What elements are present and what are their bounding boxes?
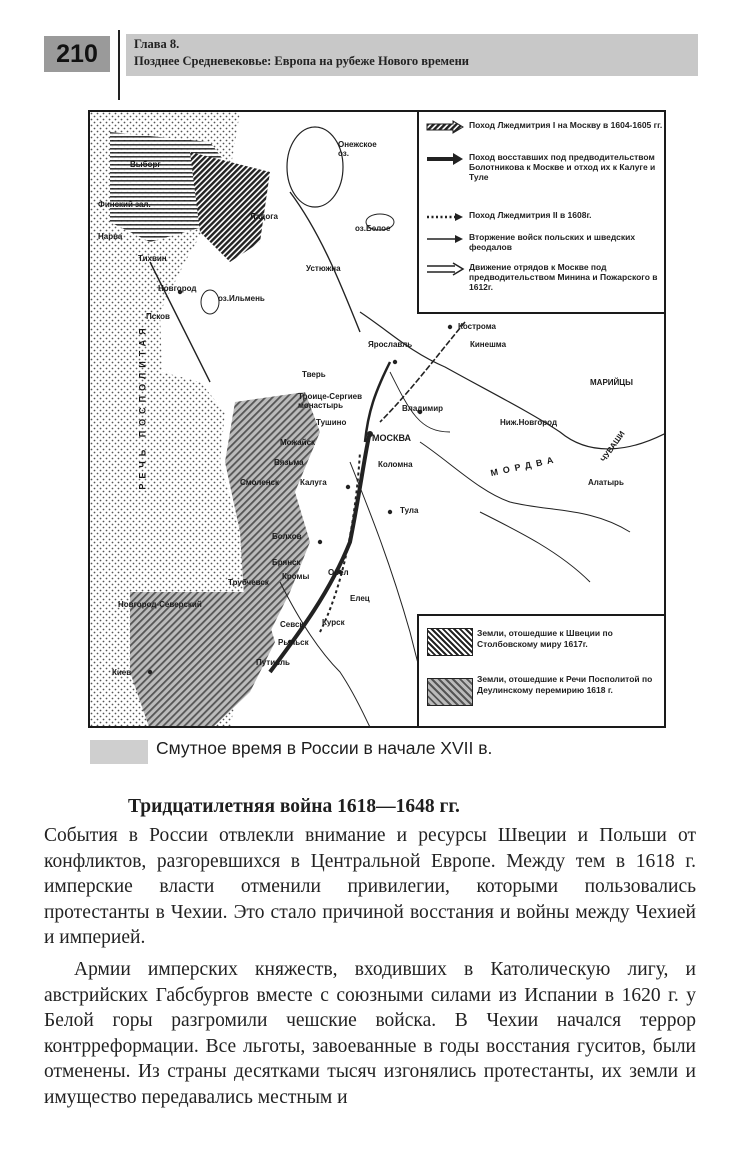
map-label: оз.Белое bbox=[355, 224, 391, 233]
chapter-label: Глава 8. bbox=[134, 37, 180, 51]
map-label: Смоленск bbox=[240, 478, 279, 487]
hatched-arrow-icon bbox=[425, 120, 465, 134]
header-divider bbox=[118, 30, 120, 100]
map-label: Калуга bbox=[300, 478, 327, 487]
map-label: МОРДВА bbox=[489, 453, 560, 479]
map-label: Алатырь bbox=[588, 478, 624, 487]
map-legend: Поход Лжедмитрия I на Москву в 1604-1605 гг. Поход восставших под предводительством Болотникова к Москве и отход их к Калуге и Туле Поход Лжедмитрия II в 1608г. Вторжение войск польских и шведских феодалов Движение отрядов к Москве под предводительством Минина и Пожарского в 1612г. bbox=[417, 112, 666, 314]
map-label: Выборг bbox=[130, 160, 161, 169]
paragraph: События в России отвлекли внимание и ресурсы Швеции и Польши от конфликтов, разгоревшихся в Центральной Европе. Между тем в 1618 г. имперские власти отменили привилегии, которыми пользовались протестанты в Чехии. Это стало причиной восстания и войны между Чехией и империей. bbox=[44, 825, 696, 948]
map-label: Кромы bbox=[282, 572, 310, 581]
map-label: Трубчевск bbox=[228, 578, 269, 587]
double-arrow-icon bbox=[425, 262, 465, 276]
map-label: Тула bbox=[400, 506, 419, 515]
map-label: Рыльск bbox=[278, 638, 309, 647]
historical-map bbox=[88, 110, 666, 728]
map-label: Киев bbox=[112, 668, 132, 677]
map-label: Ярославль bbox=[368, 340, 413, 349]
map-label: Кинешма bbox=[470, 340, 507, 349]
map-label: оз.Ильмень bbox=[218, 294, 265, 303]
chapter-subtitle: Позднее Средневековье: Европа на рубеже Нового времени bbox=[134, 54, 469, 68]
map-label: Можайск bbox=[280, 438, 316, 447]
map-label: Устюжна bbox=[306, 264, 341, 273]
map-label: МАРИЙЦЫ bbox=[590, 378, 633, 387]
page-number: 210 bbox=[44, 36, 110, 72]
map-label: Финский зал. bbox=[98, 200, 151, 209]
caption-marker bbox=[90, 740, 148, 764]
map-label: Тверь bbox=[302, 370, 326, 379]
map-label: Брянск bbox=[272, 558, 301, 567]
map-label: Вязьма bbox=[274, 458, 304, 467]
thin-arrow-icon bbox=[425, 232, 465, 246]
map-label: Путивль bbox=[256, 658, 290, 667]
map-label: МОСКВА bbox=[372, 433, 412, 443]
map-label: Владимир bbox=[402, 404, 444, 413]
solid-arrow-icon bbox=[425, 152, 465, 166]
map-label: Ладога bbox=[250, 212, 279, 221]
map-label: Курск bbox=[322, 618, 345, 627]
map-label: Тушино bbox=[316, 418, 347, 427]
map-label: Нарва bbox=[98, 232, 123, 241]
map-label: Ниж.Новгород bbox=[500, 418, 558, 427]
map-label: Орел bbox=[328, 568, 349, 577]
light-hatch-swatch bbox=[427, 678, 473, 706]
map-label: Тихвин bbox=[138, 254, 167, 263]
map-label: Новгород bbox=[158, 284, 197, 293]
map-label: Псков bbox=[146, 312, 170, 321]
territory-legend: Земли, отошедшие к Швеции по Столбовскому миру 1617г. Земли, отошедшие к Речи Посполитой по Деулинскому перемирию 1618 г. bbox=[417, 614, 666, 728]
map-caption: Смутное время в России в начале XVII в. bbox=[156, 738, 493, 758]
dense-hatch-swatch bbox=[427, 628, 473, 656]
map-label: Болхов bbox=[272, 532, 302, 541]
dotted-arrow-icon bbox=[425, 210, 465, 224]
map-label: Кострома bbox=[458, 322, 496, 331]
map-label: РЕЧЬ ПОСПОЛИТАЯ bbox=[137, 323, 148, 490]
map-label: Севск bbox=[280, 620, 304, 629]
map-label: Елец bbox=[350, 594, 370, 603]
map-label: ЧУВАШИ bbox=[598, 429, 627, 464]
paragraph: Армии имперских княжеств, входивших в Католическую лигу, и австрийских Габсбургов вместе с союзными силами из Испании в 1620 г. у Белой горы разгромили чешские войска. В Чехии начался террор контрреформации. Все льготы, завоеванные в годы восстания гуситов, были отменены. Из страны десятками тысяч изгонялись протестанты, их земли и имущество передавались местным и bbox=[44, 959, 696, 1108]
map-label: Троице-Сергиев монастырь bbox=[298, 392, 363, 410]
map-label: Коломна bbox=[378, 460, 413, 469]
section-title: Тридцатилетняя война 1618—1648 гг. bbox=[128, 796, 460, 817]
map-label: Новгород-Северский bbox=[118, 600, 202, 609]
map-label: Онежское оз. bbox=[338, 140, 377, 158]
